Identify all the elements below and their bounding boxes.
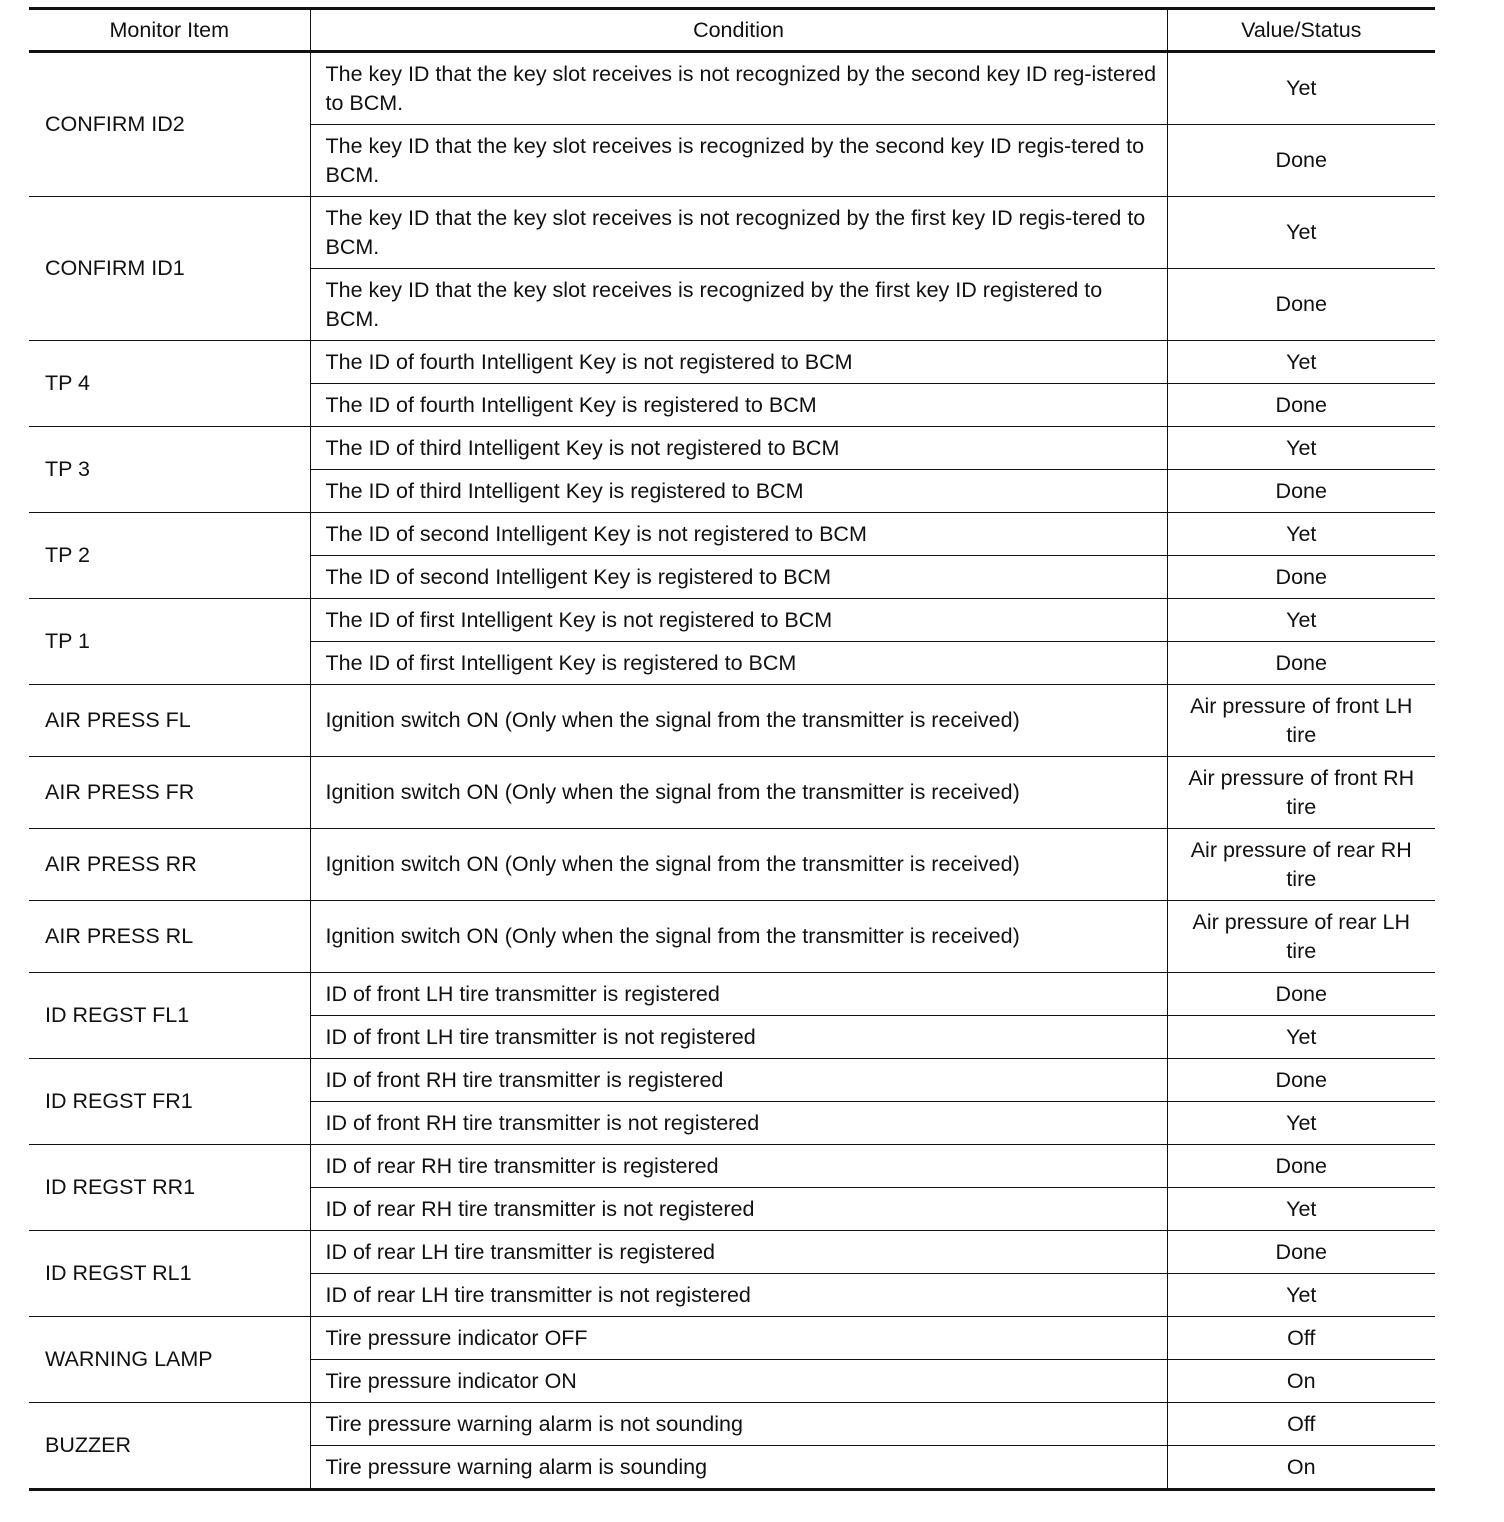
condition-cell: ID of front LH tire transmitter is registered — [310, 973, 1167, 1016]
condition-cell: The key ID that the key slot receives is not recognized by the first key ID regis-tered to BCM. — [310, 197, 1167, 269]
table-row — [29, 341, 1435, 384]
condition-cell: Tire pressure indicator ON — [310, 1360, 1167, 1403]
value-status-cell: Yet — [1167, 427, 1435, 470]
value-status-cell: On — [1167, 1360, 1435, 1403]
condition-cell: Ignition switch ON (Only when the signal from the transmitter is received) — [310, 757, 1167, 829]
header-monitor-item: Monitor Item — [29, 9, 310, 52]
table-row — [29, 685, 1435, 757]
condition-cell: The ID of second Intelligent Key is registered to BCM — [310, 556, 1167, 599]
value-status-cell: Air pressure of front RH tire — [1167, 757, 1435, 829]
condition-cell: Tire pressure warning alarm is sounding — [310, 1446, 1167, 1490]
table-row — [29, 1317, 1435, 1360]
value-status-cell: Yet — [1167, 52, 1435, 125]
condition-cell: The ID of third Intelligent Key is not registered to BCM — [310, 427, 1167, 470]
header-value-status: Value/Status — [1167, 9, 1435, 52]
monitor-item-cell: BUZZER — [29, 1403, 310, 1490]
monitor-item-cell: WARNING LAMP — [29, 1317, 310, 1403]
value-status-cell: Off — [1167, 1317, 1435, 1360]
condition-cell: The ID of first Intelligent Key is registered to BCM — [310, 642, 1167, 685]
value-status-cell: Yet — [1167, 341, 1435, 384]
condition-cell: Tire pressure indicator OFF — [310, 1317, 1167, 1360]
header-condition: Condition — [310, 9, 1167, 52]
condition-cell: The ID of fourth Intelligent Key is not registered to BCM — [310, 341, 1167, 384]
value-status-cell: Yet — [1167, 197, 1435, 269]
table-row — [29, 427, 1435, 470]
condition-cell: ID of front LH tire transmitter is not registered — [310, 1016, 1167, 1059]
monitor-item-cell: AIR PRESS RL — [29, 901, 310, 973]
monitor-item-cell: CONFIRM ID2 — [29, 52, 310, 197]
condition-cell: ID of front RH tire transmitter is not registered — [310, 1102, 1167, 1145]
condition-cell: ID of rear LH tire transmitter is registered — [310, 1231, 1167, 1274]
table-body — [29, 52, 1435, 1490]
monitor-item-cell: TP 1 — [29, 599, 310, 685]
value-status-cell: Done — [1167, 1059, 1435, 1102]
condition-cell: ID of rear RH tire transmitter is registered — [310, 1145, 1167, 1188]
monitor-item-cell: AIR PRESS RR — [29, 829, 310, 901]
value-status-cell: Done — [1167, 973, 1435, 1016]
value-status-cell: Done — [1167, 1145, 1435, 1188]
table-row — [29, 973, 1435, 1016]
value-status-cell: Yet — [1167, 599, 1435, 642]
value-status-cell: Done — [1167, 269, 1435, 341]
table-row — [29, 1059, 1435, 1102]
monitor-item-table — [29, 7, 1435, 1491]
table-row — [29, 1231, 1435, 1274]
condition-cell: The ID of second Intelligent Key is not registered to BCM — [310, 513, 1167, 556]
monitor-item-cell: CONFIRM ID1 — [29, 197, 310, 341]
condition-cell: The ID of fourth Intelligent Key is registered to BCM — [310, 384, 1167, 427]
value-status-cell: Done — [1167, 556, 1435, 599]
condition-cell: ID of rear RH tire transmitter is not registered — [310, 1188, 1167, 1231]
value-status-cell: Done — [1167, 1231, 1435, 1274]
monitor-item-cell: ID REGST FL1 — [29, 973, 310, 1059]
monitor-item-cell: TP 3 — [29, 427, 310, 513]
value-status-cell: Yet — [1167, 513, 1435, 556]
value-status-cell: Air pressure of rear RH tire — [1167, 829, 1435, 901]
value-status-cell: Yet — [1167, 1188, 1435, 1231]
value-status-cell: Done — [1167, 642, 1435, 685]
table-row — [29, 829, 1435, 901]
value-status-cell: Off — [1167, 1403, 1435, 1446]
monitor-item-cell: TP 4 — [29, 341, 310, 427]
value-status-cell: Air pressure of front LH tire — [1167, 685, 1435, 757]
condition-cell: ID of rear LH tire transmitter is not registered — [310, 1274, 1167, 1317]
monitor-item-cell: AIR PRESS FR — [29, 757, 310, 829]
condition-cell: The ID of first Intelligent Key is not registered to BCM — [310, 599, 1167, 642]
table-row — [29, 52, 1435, 125]
value-status-cell: On — [1167, 1446, 1435, 1490]
table-row — [29, 197, 1435, 269]
monitor-item-cell: ID REGST RR1 — [29, 1145, 310, 1231]
table-row — [29, 1145, 1435, 1188]
condition-cell: The ID of third Intelligent Key is registered to BCM — [310, 470, 1167, 513]
value-status-cell: Done — [1167, 470, 1435, 513]
monitor-item-cell: ID REGST FR1 — [29, 1059, 310, 1145]
condition-cell: The key ID that the key slot receives is recognized by the second key ID regis-tered to BCM. — [310, 125, 1167, 197]
table-row — [29, 513, 1435, 556]
condition-cell: Ignition switch ON (Only when the signal from the transmitter is received) — [310, 829, 1167, 901]
value-status-cell: Done — [1167, 384, 1435, 427]
value-status-cell: Done — [1167, 125, 1435, 197]
value-status-cell: Yet — [1167, 1016, 1435, 1059]
table-row — [29, 1403, 1435, 1446]
value-status-cell: Yet — [1167, 1274, 1435, 1317]
condition-cell: Tire pressure warning alarm is not sounding — [310, 1403, 1167, 1446]
condition-cell: The key ID that the key slot receives is not recognized by the second key ID reg-istered to BCM. — [310, 52, 1167, 125]
value-status-cell: Yet — [1167, 1102, 1435, 1145]
table-header-row — [29, 9, 1435, 52]
condition-cell: Ignition switch ON (Only when the signal from the transmitter is received) — [310, 901, 1167, 973]
monitor-item-cell: TP 2 — [29, 513, 310, 599]
table-row — [29, 901, 1435, 973]
condition-cell: Ignition switch ON (Only when the signal from the transmitter is received) — [310, 685, 1167, 757]
condition-cell: The key ID that the key slot receives is recognized by the first key ID registered to BCM. — [310, 269, 1167, 341]
table-row — [29, 757, 1435, 829]
condition-cell: ID of front RH tire transmitter is registered — [310, 1059, 1167, 1102]
value-status-cell: Air pressure of rear LH tire — [1167, 901, 1435, 973]
monitor-item-cell: AIR PRESS FL — [29, 685, 310, 757]
table-row — [29, 599, 1435, 642]
monitor-item-cell: ID REGST RL1 — [29, 1231, 310, 1317]
